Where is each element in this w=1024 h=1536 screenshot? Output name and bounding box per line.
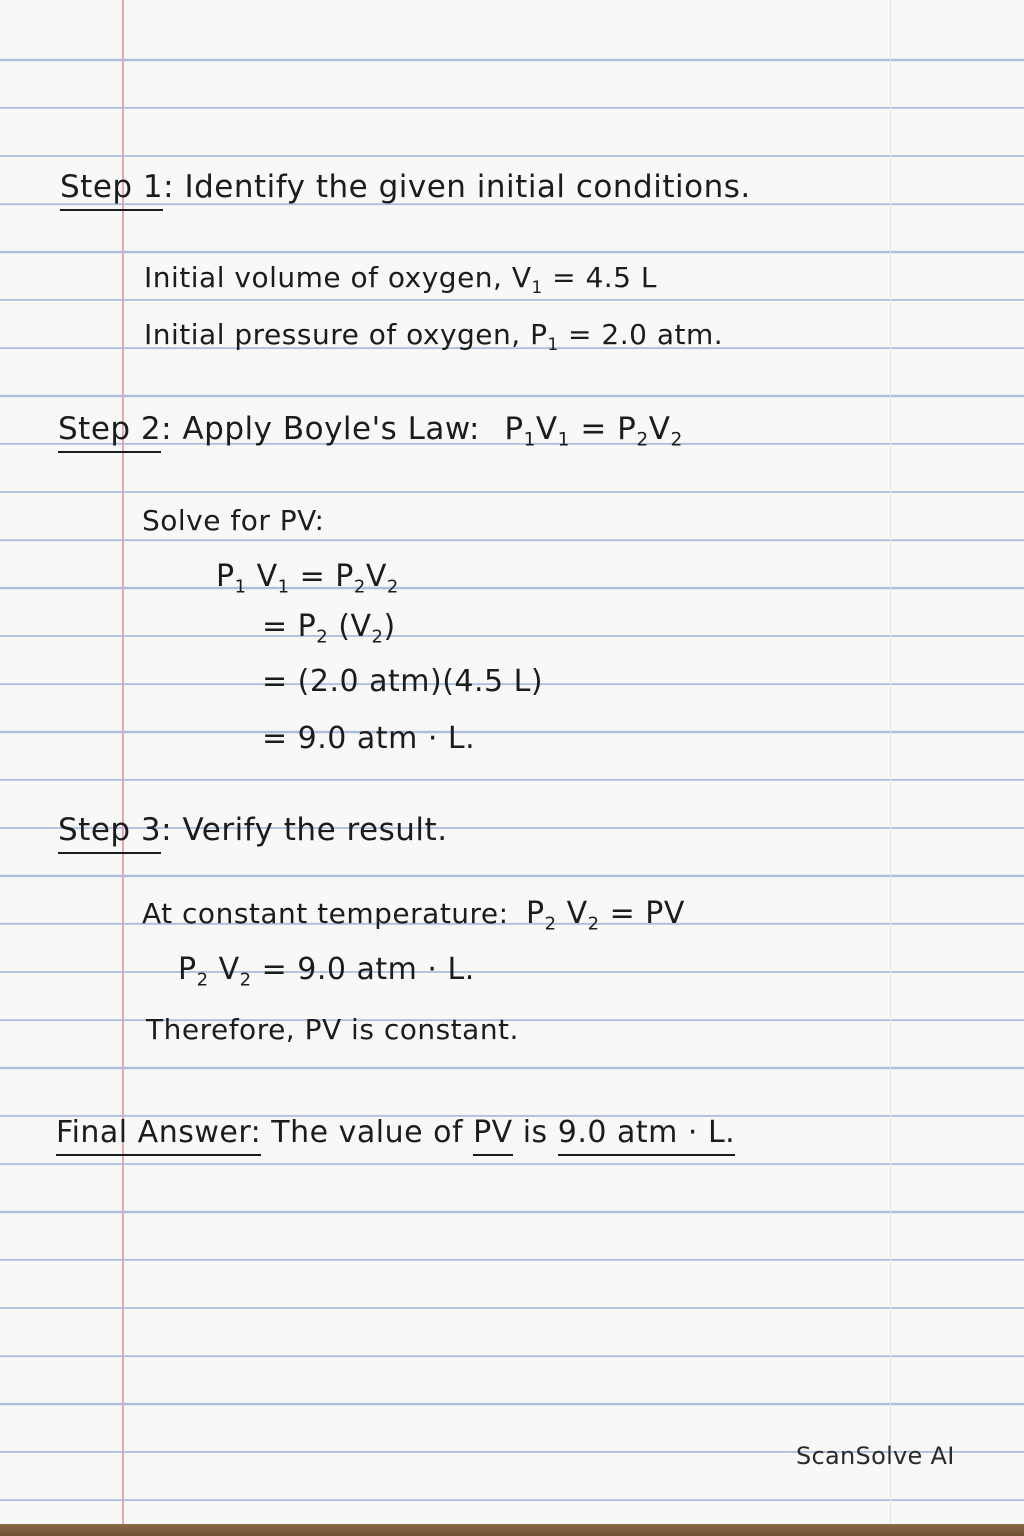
final-answer-pv: PV bbox=[473, 1115, 513, 1156]
constant-equation: $P_2$ $V_2$ = PV bbox=[526, 896, 685, 935]
pressure-label: Initial pressure of oxygen, P bbox=[144, 318, 548, 351]
margin-line bbox=[122, 0, 124, 1524]
volume-label: Initial volume of oxygen, V bbox=[144, 261, 532, 294]
step1-title: : Identify the given initial conditions. bbox=[163, 169, 751, 205]
volume-value: = 4.5 L bbox=[542, 261, 657, 294]
step1-heading bbox=[60, 169, 751, 205]
step3-heading bbox=[58, 812, 448, 848]
final-answer-text: The value of bbox=[261, 1115, 474, 1150]
equation-line-3: = (2.0 atm)(4.5 L) bbox=[262, 664, 544, 699]
step1-label: Step 1 bbox=[60, 169, 163, 211]
brand-watermark: ScanSolve AI bbox=[796, 1442, 955, 1470]
check-equation-line: $P_2$ $V_2 = 9.0$ atm · L. bbox=[178, 952, 475, 991]
volume-subscript: 1 bbox=[531, 276, 543, 297]
pressure-value: = 2.0 atm. bbox=[558, 318, 724, 351]
solve-for-line: Solve for PV: bbox=[142, 504, 325, 537]
pressure-subscript: 1 bbox=[547, 333, 559, 354]
boyles-law-equation: $P_1V_1 = P_2V_2$ bbox=[504, 411, 683, 451]
equation-line-1: $P_1$ $V_1 = P_2V_2$ bbox=[216, 559, 399, 598]
equation-line-2: = $P_2$ $(V_2)$ bbox=[262, 609, 396, 648]
step3-label: Step 3 bbox=[58, 812, 161, 854]
final-answer-line bbox=[56, 1115, 736, 1150]
therefore-line: Therefore, PV is constant. bbox=[146, 1013, 519, 1046]
desk-edge bbox=[0, 1524, 1024, 1536]
step3-title: : Verify the result. bbox=[161, 812, 448, 848]
step1-pressure-line bbox=[144, 318, 724, 354]
step2-heading bbox=[58, 411, 683, 451]
step1-volume-line bbox=[144, 261, 657, 297]
final-answer-value: 9.0 atm · L. bbox=[558, 1115, 735, 1156]
equation-line-4: = 9.0 atm · L. bbox=[262, 721, 476, 756]
step2-label: Step 2 bbox=[58, 411, 161, 453]
step2-title: : Apply Boyle's Law: bbox=[161, 411, 481, 447]
constant-temperature-line bbox=[142, 896, 685, 935]
right-margin-line bbox=[890, 0, 891, 1524]
final-answer-is: is bbox=[512, 1115, 558, 1150]
final-answer-label: Final Answer: bbox=[56, 1115, 261, 1156]
constant-temperature-label: At constant temperature: bbox=[142, 897, 518, 930]
